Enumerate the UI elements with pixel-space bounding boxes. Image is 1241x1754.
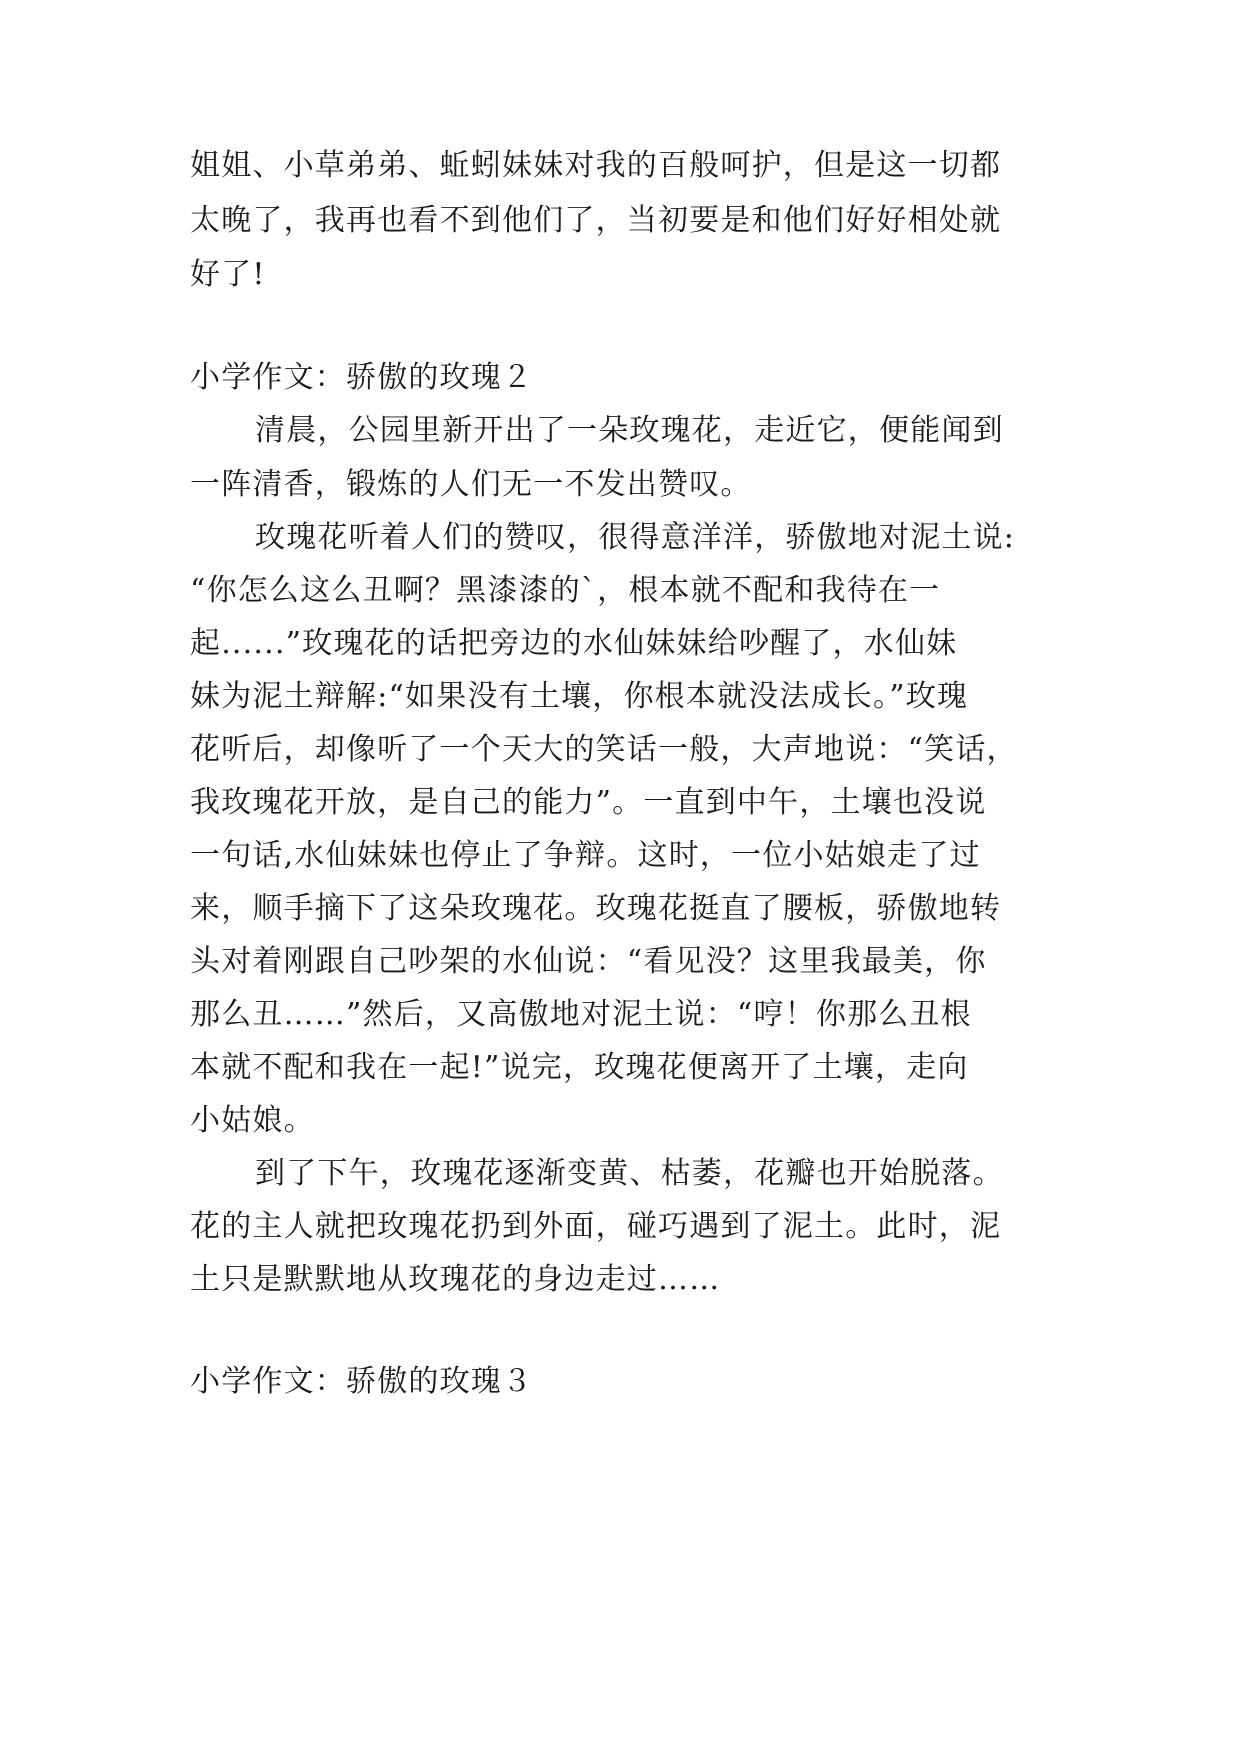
text-line: 小姑娘。 [190, 1103, 315, 1138]
text-line: 妹为泥土辩解:“如果没有土壤，你根本就没法成长。”玫瑰 [190, 679, 969, 714]
section-title: 小学作文：骄傲的玫瑰２ [190, 360, 534, 395]
text-line: 花听后，却像听了一个天大的笑话一般，大声地说：“笑话， [190, 732, 1018, 767]
text-line: 好了! [190, 257, 266, 292]
text-line: 太晚了，我再也看不到他们了，当初要是和他们好好相处就 [190, 203, 1002, 238]
text-line: 玫瑰花听着人们的赞叹，很得意洋洋，骄傲地对泥土说: [255, 520, 1016, 555]
text-line: 清晨，公园里新开出了一朵玫瑰花，走近它，便能闻到 [255, 413, 1004, 448]
text-line: 土只是默默地从玫瑰花的身边走过…… [190, 1262, 721, 1297]
section-title: 小学作文：骄傲的玫瑰３ [190, 1364, 534, 1399]
text-line: 一句话,水仙妹妹也停止了争辩。这时，一位小姑娘走了过 [190, 838, 981, 873]
text-line: 到了下午，玫瑰花逐渐变黄、枯萎，花瓣也开始脱落。 [255, 1156, 1004, 1191]
text-line: 我玫瑰花开放，是自己的能力”。一直到中午，土壤也没说 [190, 785, 987, 820]
text-line: 姐姐、小草弟弟、蚯蚓妹妹对我的百般呵护，但是这一切都 [190, 148, 1002, 183]
text-line: 来，顺手摘下了这朵玫瑰花。玫瑰花挺直了腰板，骄傲地转 [190, 891, 1002, 926]
text-line: “你怎么这么丑啊？黑漆漆的`，根本就不配和我待在一 [190, 573, 941, 608]
text-line: 花的主人就把玫瑰花扔到外面，碰巧遇到了泥土。此时，泥 [190, 1209, 1002, 1244]
text-line: 本就不配和我在一起!”说完，玫瑰花便离开了土壤，走向 [190, 1050, 969, 1085]
text-line: 头对着刚跟自己吵架的水仙说：“看见没？这里我最美，你 [190, 944, 987, 979]
text-line: 那么丑……”然后，又高傲地对泥土说：“哼！你那么丑根 [190, 997, 972, 1032]
text-line: 起......”玫瑰花的话把旁边的水仙妹妹给吵醒了，水仙妹 [190, 626, 958, 661]
text-line: 一阵清香，锻炼的人们无一不发出赞叹。 [190, 467, 752, 502]
